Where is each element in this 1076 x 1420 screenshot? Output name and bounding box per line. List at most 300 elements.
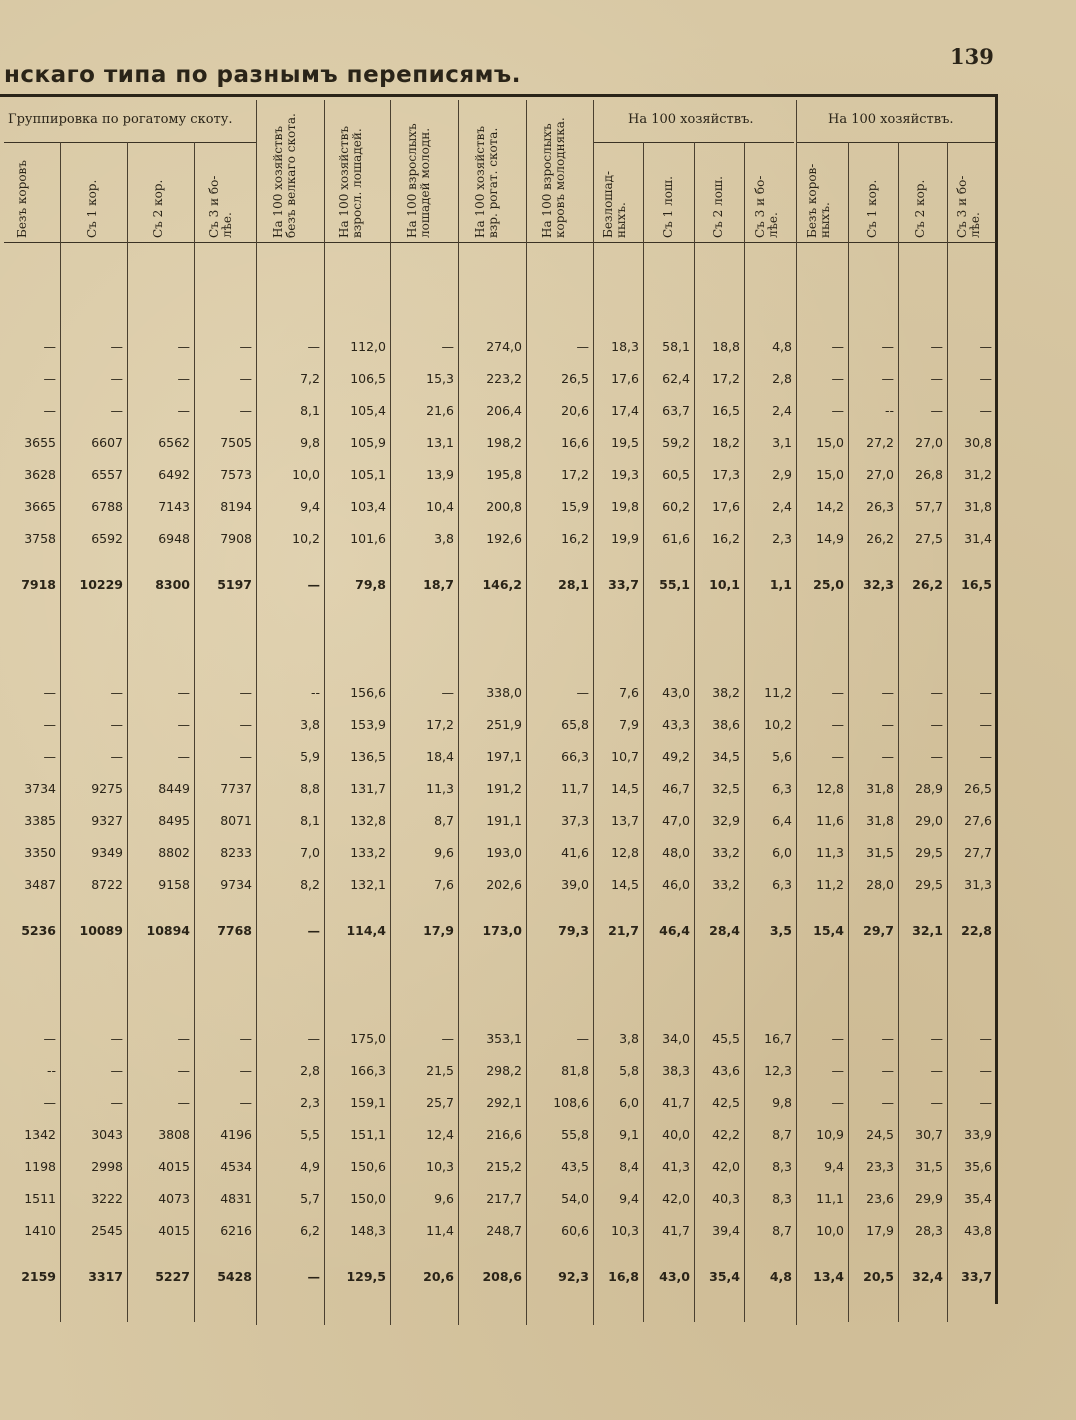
table-cell: 4015 bbox=[158, 1158, 190, 1174]
table-cell: 25,0 bbox=[813, 576, 844, 592]
table-cell: 60,5 bbox=[662, 466, 690, 482]
table-cell: — bbox=[930, 684, 943, 700]
table-row bbox=[0, 868, 996, 900]
table-cell: 10,4 bbox=[426, 498, 454, 514]
table-cell: 159,1 bbox=[350, 1094, 386, 1110]
table-cell: — bbox=[177, 748, 190, 764]
table-row bbox=[0, 1118, 996, 1150]
table-cell: 17,9 bbox=[866, 1222, 894, 1238]
table-cell: — bbox=[239, 716, 252, 732]
table-cell: 17,6 bbox=[611, 370, 639, 386]
table-cell: 2,8 bbox=[772, 370, 792, 386]
table-cell: 32,5 bbox=[712, 780, 740, 796]
table-cell: 15,0 bbox=[816, 466, 844, 482]
table-cell: 28,1 bbox=[558, 576, 589, 592]
table-cell: 6,3 bbox=[772, 876, 792, 892]
table-cell: 41,7 bbox=[662, 1094, 690, 1110]
table-cell: — bbox=[43, 338, 56, 354]
table-cell: 292,1 bbox=[486, 1094, 522, 1110]
group-header-households-1: На 100 хозяйствъ. bbox=[628, 112, 754, 127]
table-cell: 7143 bbox=[158, 498, 190, 514]
table-cell: 8300 bbox=[155, 576, 190, 592]
table-cell: 38,2 bbox=[712, 684, 740, 700]
table-cell: 200,8 bbox=[486, 498, 522, 514]
table-cell: 27,5 bbox=[915, 530, 943, 546]
table-cell: — bbox=[930, 748, 943, 764]
table-cell: 8,3 bbox=[772, 1190, 792, 1206]
table-row bbox=[0, 490, 996, 522]
table-cell: 6948 bbox=[158, 530, 190, 546]
column-header: Съ 3 и бо- лѣе. bbox=[207, 175, 234, 238]
table-cell: 9,8 bbox=[300, 434, 320, 450]
table-cell: 298,2 bbox=[486, 1062, 522, 1078]
table-cell: 9,6 bbox=[434, 844, 454, 860]
table-cell: 7505 bbox=[220, 434, 252, 450]
column-header: Безлошад- ныхъ. bbox=[601, 170, 628, 238]
table-cell: — bbox=[979, 370, 992, 386]
table-cell: 11,3 bbox=[426, 780, 454, 796]
table-cell: 21,5 bbox=[426, 1062, 454, 1078]
table-cell: — bbox=[239, 684, 252, 700]
table-cell: 3,8 bbox=[619, 1030, 639, 1046]
table-cell: — bbox=[979, 1030, 992, 1046]
table-cell: — bbox=[831, 1030, 844, 1046]
table-cell: 14,5 bbox=[611, 780, 639, 796]
table-cell: 17,2 bbox=[561, 466, 589, 482]
table-cell: 15,0 bbox=[816, 434, 844, 450]
table-cell: — bbox=[979, 338, 992, 354]
table-cell: 27,0 bbox=[866, 466, 894, 482]
table-cell: 61,6 bbox=[662, 530, 690, 546]
table-row bbox=[0, 330, 996, 362]
table-cell: 41,6 bbox=[561, 844, 589, 860]
table-cell: 18,8 bbox=[712, 338, 740, 354]
column-header: На 100 взрослыхъ лошадей молодн. bbox=[405, 123, 432, 238]
table-cell: — bbox=[110, 338, 123, 354]
table-cell: 42,2 bbox=[712, 1126, 740, 1142]
table-cell: 81,8 bbox=[561, 1062, 589, 1078]
summary-row bbox=[0, 1260, 996, 1292]
table-cell: — bbox=[979, 716, 992, 732]
group-header-cattle: Группировка по рогатому скоту. bbox=[8, 112, 233, 127]
table-cell: 2,3 bbox=[300, 1094, 320, 1110]
table-cell: — bbox=[177, 402, 190, 418]
table-cell: 60,6 bbox=[561, 1222, 589, 1238]
table-cell: 3350 bbox=[24, 844, 56, 860]
table-cell: — bbox=[979, 402, 992, 418]
table-cell: 7,2 bbox=[300, 370, 320, 386]
table-cell: 3043 bbox=[91, 1126, 123, 1142]
table-cell: — bbox=[307, 338, 320, 354]
table-cell: 103,4 bbox=[350, 498, 386, 514]
table-cell: 6557 bbox=[91, 466, 123, 482]
table-row bbox=[0, 458, 996, 490]
table-cell: 40,0 bbox=[662, 1126, 690, 1142]
table-cell: — bbox=[177, 684, 190, 700]
table-cell: 136,5 bbox=[350, 748, 386, 764]
table-cell: 15,4 bbox=[813, 922, 844, 938]
table-cell: — bbox=[881, 716, 894, 732]
table-cell: 34,0 bbox=[662, 1030, 690, 1046]
table-cell: — bbox=[930, 402, 943, 418]
table-cell: 173,0 bbox=[482, 922, 522, 938]
table-cell: — bbox=[441, 684, 454, 700]
table-cell: 26,2 bbox=[912, 576, 943, 592]
table-cell: 17,3 bbox=[712, 466, 740, 482]
column-header: На 100 хозяйствъ взросл. лошадей. bbox=[337, 125, 364, 238]
table-cell: — bbox=[239, 370, 252, 386]
table-cell: — bbox=[831, 338, 844, 354]
table-cell: 4073 bbox=[158, 1190, 190, 1206]
table-cell: 8,2 bbox=[300, 876, 320, 892]
table-cell: — bbox=[110, 1030, 123, 1046]
table-cell: 8,7 bbox=[434, 812, 454, 828]
table-cell: 2545 bbox=[91, 1222, 123, 1238]
table-cell: 8,3 bbox=[772, 1158, 792, 1174]
table-cell: 215,2 bbox=[486, 1158, 522, 1174]
table-cell: 43,0 bbox=[662, 684, 690, 700]
row-spacer bbox=[0, 1246, 996, 1260]
table-cell: 40,3 bbox=[712, 1190, 740, 1206]
table-cell: 18,4 bbox=[426, 748, 454, 764]
table-cell: 105,4 bbox=[350, 402, 386, 418]
table-cell: -- bbox=[310, 684, 320, 700]
table-cell: 12,8 bbox=[611, 844, 639, 860]
page-number: 139 bbox=[950, 44, 994, 69]
table-cell: 5,7 bbox=[300, 1190, 320, 1206]
table-cell: 55,1 bbox=[659, 576, 690, 592]
table-cell: 33,9 bbox=[964, 1126, 992, 1142]
table-cell: — bbox=[43, 716, 56, 732]
table-cell: 7,0 bbox=[300, 844, 320, 860]
table-cell: 1198 bbox=[24, 1158, 56, 1174]
table-row bbox=[0, 804, 996, 836]
table-cell: 11,1 bbox=[816, 1190, 844, 1206]
table-cell: 223,2 bbox=[486, 370, 522, 386]
table-cell: 48,0 bbox=[662, 844, 690, 860]
table-cell: 8,7 bbox=[772, 1126, 792, 1142]
table-cell: 5,8 bbox=[619, 1062, 639, 1078]
table-cell: 14,2 bbox=[816, 498, 844, 514]
table-cell: — bbox=[307, 922, 320, 938]
table-cell: 8,7 bbox=[772, 1222, 792, 1238]
table-cell: 16,2 bbox=[561, 530, 589, 546]
table-cell: 3317 bbox=[88, 1268, 123, 1284]
table-cell: — bbox=[239, 1094, 252, 1110]
table-cell: 28,0 bbox=[866, 876, 894, 892]
table-cell: 15,3 bbox=[426, 370, 454, 386]
table-cell: — bbox=[831, 684, 844, 700]
table-cell: — bbox=[110, 402, 123, 418]
table-cell: 47,0 bbox=[662, 812, 690, 828]
table-cell: 197,1 bbox=[486, 748, 522, 764]
table-cell: 9734 bbox=[220, 876, 252, 892]
table-cell: 6492 bbox=[158, 466, 190, 482]
table-row bbox=[0, 836, 996, 868]
table-cell: 150,0 bbox=[350, 1190, 386, 1206]
row-spacer bbox=[0, 600, 996, 676]
table-cell: 7768 bbox=[217, 922, 252, 938]
table-cell: 42,5 bbox=[712, 1094, 740, 1110]
table-cell: 11,7 bbox=[561, 780, 589, 796]
column-header: Съ 1 кор. bbox=[85, 179, 99, 238]
table-cell: — bbox=[930, 338, 943, 354]
table-cell: — bbox=[831, 1094, 844, 1110]
summary-row bbox=[0, 914, 996, 946]
table-cell: 10,2 bbox=[292, 530, 320, 546]
top-rule bbox=[0, 94, 998, 97]
table-cell: 7908 bbox=[220, 530, 252, 546]
table-cell: — bbox=[881, 338, 894, 354]
table-cell: — bbox=[979, 748, 992, 764]
table-cell: 31,8 bbox=[866, 780, 894, 796]
table-cell: 29,9 bbox=[915, 1190, 943, 1206]
table-cell: 33,7 bbox=[961, 1268, 992, 1284]
table-cell: — bbox=[881, 684, 894, 700]
table-cell: 37,3 bbox=[561, 812, 589, 828]
column-header: Съ 1 кор. bbox=[865, 179, 879, 238]
table-cell: 353,1 bbox=[486, 1030, 522, 1046]
table-cell: — bbox=[881, 1062, 894, 1078]
table-cell: 6,3 bbox=[772, 780, 792, 796]
table-cell: 11,3 bbox=[816, 844, 844, 860]
table-cell: 79,8 bbox=[355, 576, 386, 592]
table-cell: 3655 bbox=[24, 434, 56, 450]
column-header: Съ 3 и бо- лѣе. bbox=[955, 175, 982, 238]
table-cell: — bbox=[576, 1030, 589, 1046]
data-table bbox=[0, 330, 996, 1292]
table-cell: 43,3 bbox=[662, 716, 690, 732]
table-cell: 92,3 bbox=[558, 1268, 589, 1284]
table-cell: 27,0 bbox=[915, 434, 943, 450]
table-cell: — bbox=[43, 1030, 56, 1046]
table-cell: 33,2 bbox=[712, 844, 740, 860]
column-header: На 100 взрослыхъ коровъ молодняка. bbox=[540, 117, 567, 238]
table-row bbox=[0, 522, 996, 554]
table-cell: — bbox=[43, 684, 56, 700]
table-cell: — bbox=[110, 748, 123, 764]
table-cell: 3665 bbox=[24, 498, 56, 514]
table-cell: 31,5 bbox=[866, 844, 894, 860]
table-cell: — bbox=[576, 684, 589, 700]
table-cell: 195,8 bbox=[486, 466, 522, 482]
table-cell: 9275 bbox=[91, 780, 123, 796]
table-cell: 3,5 bbox=[769, 922, 792, 938]
table-cell: — bbox=[307, 576, 320, 592]
table-cell: 11,6 bbox=[816, 812, 844, 828]
table-cell: — bbox=[831, 1062, 844, 1078]
table-cell: 112,0 bbox=[350, 338, 386, 354]
table-cell: 13,4 bbox=[813, 1268, 844, 1284]
table-cell: 133,2 bbox=[350, 844, 386, 860]
table-cell: 20,6 bbox=[561, 402, 589, 418]
table-cell: 16,5 bbox=[712, 402, 740, 418]
table-cell: 9327 bbox=[91, 812, 123, 828]
table-cell: 248,7 bbox=[486, 1222, 522, 1238]
table-cell: 31,4 bbox=[964, 530, 992, 546]
table-cell: 8,8 bbox=[300, 780, 320, 796]
table-cell: 43,6 bbox=[712, 1062, 740, 1078]
table-cell: 30,7 bbox=[915, 1126, 943, 1142]
table-cell: 191,2 bbox=[486, 780, 522, 796]
table-cell: 57,7 bbox=[915, 498, 943, 514]
table-cell: 29,5 bbox=[915, 844, 943, 860]
table-cell: 132,1 bbox=[350, 876, 386, 892]
table-cell: 33,2 bbox=[712, 876, 740, 892]
table-cell: — bbox=[930, 370, 943, 386]
column-header: Безъ коров- ныхъ. bbox=[805, 163, 832, 238]
table-cell: 4196 bbox=[220, 1126, 252, 1142]
table-cell: — bbox=[239, 1030, 252, 1046]
table-cell: 4,9 bbox=[300, 1158, 320, 1174]
table-cell: 7737 bbox=[220, 780, 252, 796]
table-cell: 10229 bbox=[79, 576, 123, 592]
table-cell: 8,4 bbox=[619, 1158, 639, 1174]
table-cell: 2159 bbox=[21, 1268, 56, 1284]
column-header: Съ 2 кор. bbox=[151, 179, 165, 238]
table-cell: 206,4 bbox=[486, 402, 522, 418]
table-cell: — bbox=[110, 370, 123, 386]
table-cell: 8,1 bbox=[300, 402, 320, 418]
table-cell: 13,9 bbox=[426, 466, 454, 482]
table-cell: 7,6 bbox=[434, 876, 454, 892]
table-cell: 17,9 bbox=[423, 922, 454, 938]
table-cell: 8071 bbox=[220, 812, 252, 828]
table-row bbox=[0, 772, 996, 804]
table-cell: 6607 bbox=[91, 434, 123, 450]
table-cell: 106,5 bbox=[350, 370, 386, 386]
table-cell: 27,6 bbox=[964, 812, 992, 828]
table-cell: 217,7 bbox=[486, 1190, 522, 1206]
table-cell: — bbox=[239, 748, 252, 764]
table-cell: 63,7 bbox=[662, 402, 690, 418]
table-row bbox=[0, 362, 996, 394]
table-cell: 19,5 bbox=[611, 434, 639, 450]
table-cell: 31,8 bbox=[866, 812, 894, 828]
table-cell: 10,3 bbox=[426, 1158, 454, 1174]
table-cell: 3808 bbox=[158, 1126, 190, 1142]
table-cell: 19,9 bbox=[611, 530, 639, 546]
table-cell: 39,4 bbox=[712, 1222, 740, 1238]
table-row bbox=[0, 676, 996, 708]
table-cell: — bbox=[177, 338, 190, 354]
table-cell: 20,6 bbox=[423, 1268, 454, 1284]
table-cell: 33,7 bbox=[608, 576, 639, 592]
table-cell: 32,9 bbox=[712, 812, 740, 828]
table-cell: — bbox=[930, 1062, 943, 1078]
table-cell: 216,6 bbox=[486, 1126, 522, 1142]
table-cell: 17,6 bbox=[712, 498, 740, 514]
table-cell: 20,5 bbox=[863, 1268, 894, 1284]
table-cell: 105,1 bbox=[350, 466, 386, 482]
table-cell: 1342 bbox=[24, 1126, 56, 1142]
table-cell: 2,8 bbox=[300, 1062, 320, 1078]
row-spacer bbox=[0, 554, 996, 568]
table-cell: 32,3 bbox=[863, 576, 894, 592]
table-cell: — bbox=[239, 402, 252, 418]
table-cell: — bbox=[43, 402, 56, 418]
table-row bbox=[0, 426, 996, 458]
table-cell: 2,9 bbox=[772, 466, 792, 482]
table-cell: — bbox=[110, 1094, 123, 1110]
table-cell: 175,0 bbox=[350, 1030, 386, 1046]
table-cell: 16,7 bbox=[764, 1030, 792, 1046]
table-cell: 5227 bbox=[155, 1268, 190, 1284]
table-cell: 43,8 bbox=[964, 1222, 992, 1238]
table-cell: — bbox=[979, 1094, 992, 1110]
table-cell: 9,4 bbox=[619, 1190, 639, 1206]
table-cell: 16,5 bbox=[961, 576, 992, 592]
table-cell: 26,5 bbox=[561, 370, 589, 386]
table-cell: 17,4 bbox=[611, 402, 639, 418]
table-cell: 26,5 bbox=[964, 780, 992, 796]
table-cell: 34,5 bbox=[712, 748, 740, 764]
table-cell: 2998 bbox=[91, 1158, 123, 1174]
table-cell: 22,8 bbox=[961, 922, 992, 938]
table-row bbox=[0, 1214, 996, 1246]
table-cell: 9158 bbox=[158, 876, 190, 892]
table-cell: 2,4 bbox=[772, 402, 792, 418]
table-cell: 21,7 bbox=[608, 922, 639, 938]
table-cell: 2,4 bbox=[772, 498, 792, 514]
table-cell: 6788 bbox=[91, 498, 123, 514]
header-divider-households-2 bbox=[796, 142, 996, 143]
table-cell: 101,6 bbox=[350, 530, 386, 546]
table-cell: 49,2 bbox=[662, 748, 690, 764]
table-cell: 274,0 bbox=[486, 338, 522, 354]
table-cell: 18,2 bbox=[712, 434, 740, 450]
table-cell: 8722 bbox=[91, 876, 123, 892]
table-cell: 108,6 bbox=[553, 1094, 589, 1110]
table-cell: — bbox=[881, 1030, 894, 1046]
table-cell: 5,5 bbox=[300, 1126, 320, 1142]
table-cell: 6592 bbox=[91, 530, 123, 546]
table-cell: 3,8 bbox=[300, 716, 320, 732]
table-row bbox=[0, 1022, 996, 1054]
table-cell: 58,1 bbox=[662, 338, 690, 354]
table-cell: 10089 bbox=[79, 922, 123, 938]
column-header: Съ 3 и бо- лѣе. bbox=[753, 175, 780, 238]
table-cell: — bbox=[831, 748, 844, 764]
table-cell: 114,4 bbox=[346, 922, 386, 938]
table-cell: 192,6 bbox=[486, 530, 522, 546]
table-cell: 10,7 bbox=[611, 748, 639, 764]
table-cell: — bbox=[177, 1030, 190, 1046]
table-cell: 9,8 bbox=[772, 1094, 792, 1110]
table-cell: — bbox=[576, 338, 589, 354]
table-cell: 6,4 bbox=[772, 812, 792, 828]
table-cell: 35,4 bbox=[709, 1268, 740, 1284]
table-cell: 9349 bbox=[91, 844, 123, 860]
table-cell: 3734 bbox=[24, 780, 56, 796]
table-cell: 131,7 bbox=[350, 780, 386, 796]
table-cell: 38,6 bbox=[712, 716, 740, 732]
table-cell: 14,5 bbox=[611, 876, 639, 892]
table-cell: — bbox=[177, 370, 190, 386]
table-cell: — bbox=[831, 716, 844, 732]
table-cell: 62,4 bbox=[662, 370, 690, 386]
table-row bbox=[0, 1054, 996, 1086]
table-cell: 27,2 bbox=[866, 434, 894, 450]
table-cell: — bbox=[930, 1030, 943, 1046]
table-cell: 193,0 bbox=[486, 844, 522, 860]
table-cell: 31,5 bbox=[915, 1158, 943, 1174]
table-cell: 10,9 bbox=[816, 1126, 844, 1142]
table-cell: 3222 bbox=[91, 1190, 123, 1206]
table-cell: 29,7 bbox=[863, 922, 894, 938]
table-cell: 54,0 bbox=[561, 1190, 589, 1206]
table-cell: — bbox=[831, 402, 844, 418]
